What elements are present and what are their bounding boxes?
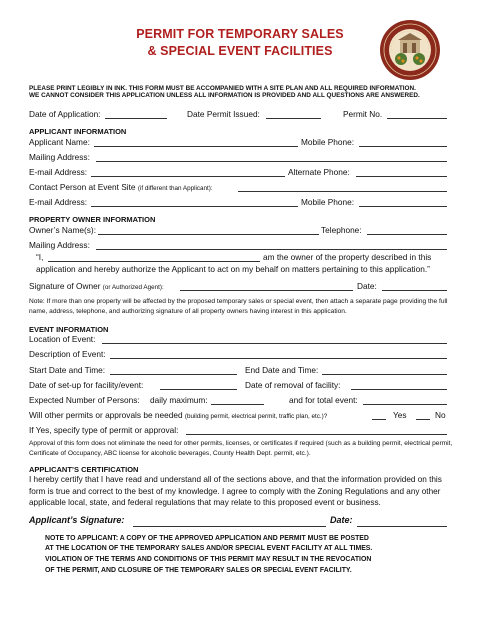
owner-date-field[interactable] [382, 290, 447, 291]
alternate-phone-label: Alternate Phone: [288, 167, 350, 177]
permit-no-field[interactable] [387, 118, 447, 119]
applicant-section-heading: APPLICANT INFORMATION [29, 127, 127, 136]
contact-email-field[interactable] [91, 206, 298, 207]
event-location-field[interactable] [102, 343, 447, 344]
total-event-field[interactable] [363, 404, 447, 405]
event-description-label: Description of Event: [29, 349, 106, 359]
event-location-label: Location of Event: [29, 334, 96, 344]
mobile-phone-field[interactable] [359, 146, 447, 147]
event-description-field[interactable] [110, 358, 447, 359]
alternate-phone-field[interactable] [356, 176, 447, 177]
form-title-line2: & SPECIAL EVENT FACILITIES [147, 44, 333, 58]
date-of-application-field[interactable] [105, 118, 167, 119]
permit-no-label: Permit No. [343, 109, 383, 119]
other-permits-yes-label: Yes [393, 410, 407, 420]
instructions-line1: PLEASE PRINT LEGIBLY IN INK. THIS FORM MUST BE ACCOMPANIED WITH A SITE PLAN AND ALL REQUIRED INFORMATION. [29, 85, 416, 92]
contact-person-field[interactable] [238, 191, 447, 192]
contact-mobile-field[interactable] [359, 206, 447, 207]
daily-maximum-label: daily maximum: [150, 395, 208, 405]
form-title-line1: PERMIT FOR TEMPORARY SALES [136, 27, 344, 41]
start-date-field[interactable] [110, 374, 237, 375]
applicant-name-field[interactable] [94, 146, 298, 147]
total-event-label: and for total event: [289, 395, 358, 405]
owner-mailing-field[interactable] [96, 249, 447, 250]
certification-text: I hereby certify that I have read and understand all of the sections above, and that the information provided on this form is true and correct to the best of my knowledge. I agree to comply with the Zoning Regulations and any other applicable local, state, and federal regulations that may relate to this proposed event or business. [29, 475, 442, 507]
applicant-name-label: Applicant Name: [29, 137, 90, 147]
applicant-email-label: E-mail Address: [29, 167, 88, 177]
applicant-mailing-field[interactable] [96, 161, 447, 162]
owner-mailing-label: Mailing Address: [29, 240, 90, 250]
other-permits-no-label: No [435, 410, 446, 420]
event-section-heading: EVENT INFORMATION [29, 325, 109, 334]
end-date-field[interactable] [322, 374, 447, 375]
setup-date-label: Date of set-up for facility/event: [29, 380, 144, 390]
other-permits-no-field[interactable] [416, 419, 430, 420]
setup-date-field[interactable] [160, 389, 237, 390]
city-seal-icon [379, 19, 441, 81]
specify-permit-label: If Yes, specify type of permit or approval: [29, 425, 179, 435]
footer-note-line1: NOTE TO APPLICANT: A COPY OF THE APPROVED APPLICATION AND PERMIT MUST BE POSTED [45, 535, 369, 542]
certification-section-heading: APPLICANT’S CERTIFICATION [29, 465, 139, 474]
other-permits-yes-field[interactable] [372, 419, 386, 420]
multiple-owners-note: Note: If more than one property will be affected by the proposed temporary sales or special event, then attach a separate page providing the full name, address, telephone, and authorizing signature of all property owners having interest in this application. [29, 298, 448, 315]
removal-date-field[interactable] [351, 389, 447, 390]
owner-signature-label: Signature of Owner (or Authorized Agent): [29, 281, 164, 291]
owner-quote-mid: am the owner of the property described in this [263, 252, 432, 262]
applicant-mailing-label: Mailing Address: [29, 152, 90, 162]
removal-date-label: Date of removal of facility: [245, 380, 341, 390]
mobile-phone-label: Mobile Phone: [301, 137, 355, 147]
other-permits-label: Will other permits or approvals be needed (building permit, electrical permit, traffic plan, etc.)? [29, 410, 328, 420]
footer-note-line3: VIOLATION OF THE TERMS AND CONDITIONS OF THIS PERMIT MAY RESULT IN THE REVOCATION [45, 556, 372, 563]
specify-permit-field[interactable] [186, 434, 447, 435]
contact-email-label: E-mail Address: [29, 197, 88, 207]
owner-section-heading: PROPERTY OWNER INFORMATION [29, 215, 156, 224]
owner-names-field[interactable] [98, 234, 319, 235]
applicant-date-label: Date: [330, 515, 353, 525]
footer-note-line4: OF THE PERMIT, AND CLOSURE OF THE TEMPORARY SALES OR SPECIAL EVENT FACILITY. [45, 567, 352, 574]
footer-note-line2: AT THE LOCATION OF THE TEMPORARY SALES AND/OR SPECIAL EVENT FACILITY AT ALL TIMES. [45, 545, 373, 552]
owner-date-label: Date: [357, 281, 377, 291]
owner-telephone-label: Telephone: [321, 225, 362, 235]
end-date-label: End Date and Time: [245, 365, 319, 375]
date-permit-issued-label: Date Permit Issued: [187, 109, 260, 119]
applicant-date-field[interactable] [357, 526, 447, 527]
applicant-email-field[interactable] [91, 176, 285, 177]
applicant-signature-label: Applicant’s Signature: [29, 515, 125, 525]
owner-signature-field[interactable] [180, 290, 353, 291]
contact-mobile-label: Mobile Phone: [301, 197, 355, 207]
expected-persons-label: Expected Number of Persons: [29, 395, 140, 405]
start-date-label: Start Date and Time: [29, 365, 106, 375]
owner-quote-start: “I, [36, 252, 44, 262]
owner-quote-line2: application and hereby authorize the Applicant to act on my behalf on matters pertaining to this application.” [36, 264, 430, 274]
date-of-application-label: Date of Application: [29, 109, 101, 119]
owner-names-label: Owner’s Name(s): [29, 225, 97, 235]
owner-telephone-field[interactable] [367, 234, 447, 235]
approval-note: Approval of this form does not eliminate the need for other permits, licenses, or certificates if required (such as a building permit, electrical permit, Certificate of Occupancy, ABC license for alcoholic beverages, County Health Dept. permit, etc.). [29, 440, 453, 457]
daily-maximum-field[interactable] [211, 404, 264, 405]
owner-quote-name-field[interactable] [48, 261, 260, 262]
instructions-line2: WE CANNOT CONSIDER THIS APPLICATION UNLESS ALL INFORMATION IS PROVIDED AND ALL QUESTIONS ARE ANSWERED. [29, 92, 420, 99]
applicant-signature-field[interactable] [133, 526, 326, 527]
contact-person-label: Contact Person at Event Site (if different than Applicant): [29, 182, 213, 192]
date-permit-issued-field[interactable] [266, 118, 321, 119]
